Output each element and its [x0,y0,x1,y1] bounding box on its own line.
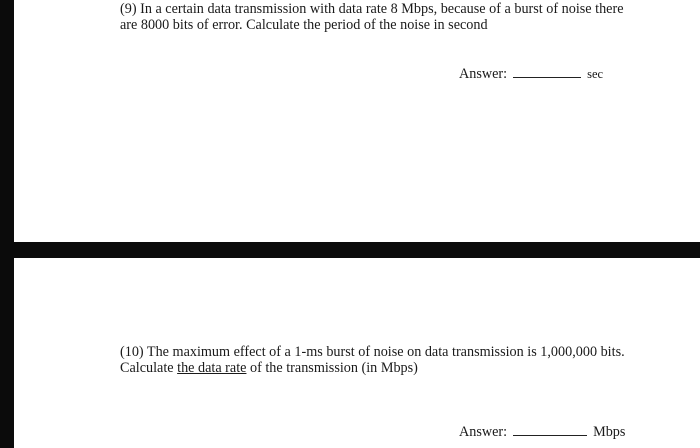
question-9 [120,1,624,33]
line-2-suffix: of the transmission (in Mbps) [246,360,418,376]
question-9-line-2: are 8000 bits of error. Calculate the period of the noise in second [120,17,488,33]
question-9-answer-row [459,66,603,82]
answer-blank[interactable] [513,424,587,436]
answer-unit: sec [587,67,604,81]
underlined-term: the data rate [177,360,247,376]
question-10-line-1: (10) The maximum effect of a 1-ms burst of noise on data transmission is 1,000,000 bits. [120,344,625,360]
question-10-line-2 [120,360,625,376]
answer-blank[interactable] [513,66,581,78]
page-top [14,0,700,242]
question-10 [120,344,625,376]
page-bottom [14,258,700,448]
answer-label: Answer: [459,66,508,82]
question-10-answer-row [459,424,625,440]
answer-unit: Mbps [593,424,626,440]
question-9-line-1: (9) In a certain data transmission with data rate 8 Mbps, because of a burst of noise there [120,1,624,17]
line-2-prefix: Calculate [120,360,178,376]
answer-label: Answer: [459,424,508,440]
